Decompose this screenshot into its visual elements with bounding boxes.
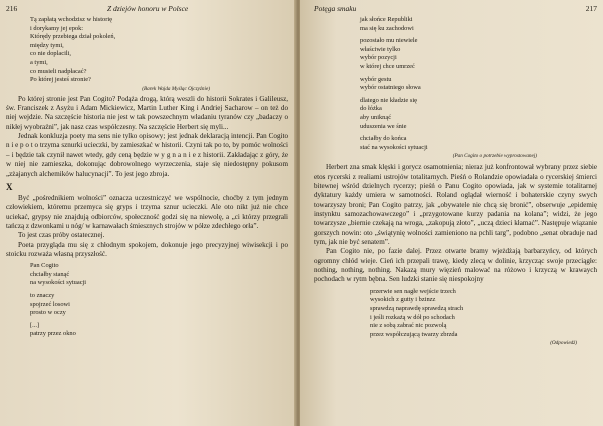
verse-line: Tą zapłatą wchodzisz w historię (30, 16, 112, 23)
paragraph: Pan Cogito nie, po fazie dalej. Przez otwarte bramy wjeżdżają barbarzyńcy, od których ogromny chłód wieje. Cień ich przepali trawę, kiedy zlecą w dolinie, krzycząc swoje przeciągłe: nothing, nothing, nothing. Nakazą mury więzień malować na różowo i krzyczą w krawaych pochodach w rytm bębna. Sen ludzki stanie się niespokojny (314, 247, 597, 284)
paragraph: Jednak konkluzja poety ma sens nie tylko opisowy; jest jednak deklaracją intencji. Pan Cogito n i e p o t o trzyma sznurki ucieczki, by zamieszkać w historii. Czyni tak po to, by pomóc wolności – i będzie tak czynił nawet wtedy, gdy ceną będzie w y g n a n i e z historii. Zakładając z góry, że w niej nie zamieszka, dokonując dobrowolnego wyrzeczenia, staje się niedostępny pokusom „zżajanych alchemików halucynacji”. To jest jego zbroja. (6, 132, 288, 178)
paragraph: Po której stronie jest Pan Cogito? Podąża drogą, którą weszli do historii Sokrates i Galileusz, św. Franciszek z Asyżu i Adam Mickiewicz, Martin Luther King i Andriej Sacharow – on też do niej wejdzie. Na szczęście historia nie jest w tak powszechnym władaniu tyranów czy „badaczy o nikłej wyobraźni”, jak nasz czas współczesny. Na szczęście Herbert się myli... (6, 94, 288, 131)
left-page-number: 216 (6, 4, 18, 13)
verse-line: chciałby do końca (360, 135, 407, 143)
right-verse-caption: (Pan Cogito o potrzebie wyprostowanej) (452, 153, 537, 160)
right-verse-caption-2: (Odpowiedź) (550, 340, 577, 347)
verse-line: przez współczującą twarzy zbrzda (370, 330, 458, 338)
verse-line: wybór pozycji (360, 54, 397, 62)
verse-line: pozostało mu niewiele (360, 37, 418, 45)
right-page-number: 217 (585, 4, 597, 13)
verse-line: spojrzeć losowi (30, 300, 70, 308)
paragraph: Poeta przygląda mu się z chłodnym spokojem, dokonuje jego precyzyjnej wiwisekcji i po stoicku rozważa własną przyszłość. (6, 240, 288, 258)
right-page (300, 0, 603, 426)
left-verse-quote-2 (30, 262, 288, 339)
section-number: X (6, 181, 13, 192)
verse-line: co musieli nadpłacać? (30, 67, 87, 75)
verse-line: przerwie sen nagłe wejście trzech (370, 287, 456, 295)
verse-line: i dorykamy jej epok: (30, 24, 84, 32)
verse-line: chciałby stanąć (30, 270, 70, 278)
verse-line: [...] (30, 321, 40, 329)
verse-line: i jeśli rozkażą w dół po schodach (370, 313, 455, 321)
verse-line: Którędy przebiega dział pokoleń, (30, 33, 116, 41)
verse-line: Pan Cogito (30, 262, 59, 270)
verse-line: co nie doplacili, (30, 50, 71, 58)
left-prose-block-2 (6, 194, 288, 259)
verse-line: patrzy przez okno (30, 330, 76, 338)
left-prose-block-1 (6, 95, 288, 179)
verse-line: dlatego nie kładzie się (360, 96, 417, 104)
right-verse-quote (360, 16, 597, 152)
right-running-title: Potęga smaku (314, 4, 357, 13)
right-verse-quote-2 (370, 288, 597, 340)
verse-line: a tymi, (30, 58, 48, 66)
verse-line: sprawdzą naprawdę sprawdzą strach (370, 304, 464, 312)
verse-line: nie z sobą zabrać nic pozwolą (370, 322, 447, 330)
right-prose-block (314, 163, 597, 284)
paragraph: Być „pośrednikiem wolności” oznacza uczestniczyć we wspólnocie, choćby z tym jednym człowiekiem, któremu przemyca się gryps i trzyma sznur ucieczki. Ale oto nikt już nie chce uciekać, grypsy nie znajdują odbiorców, społeczność godzi się na niewolę, a „ci którzy przegrali tańczą z dzwonkami u nóg/ w karnawałach śmiesznych strojów w półze zdechłego orła”. (6, 193, 288, 230)
verse-line: w której chce umrzeć (360, 62, 415, 70)
verse-line: Po której jesteś stronie? (30, 76, 91, 84)
paragraph: Herbert zna smak klęski i gorycz osamotnienia; nieraz już konfrontował wybrany przez siebie etos rycerski z realiami ustrojów totalitarnych. Pieśń o Rolandzie opowiadała o rycerskiej śmierci bitewnej wśród dzielnych rycerzy; pieśń o Panu Cogito opowiada, jak w systemie totalitarnej dyktatury każdy umiera w samotności. Roland oglądał wierność i bohaterskie czyny swych towarzyszy broni; Pan Cogito patrzy, jak „obywatele nie chcą się bronić”, obserwuje „epidemię instynktu samozachowawczego” i „przygotowane kurzy padania na kolana”; widzi, że jego towarzysze „biernie czekają na wroga, „zakopują złoto”, „uczą dzieci kłamać”. Następuje wiązanie gorszych nowin: oto „świątynię wolności zamieniono na pchli targ”, podobno „senat obraduje nad tym, jak nie być senatem”. (314, 163, 597, 247)
left-verse-caption: (Barek Wajda Myśląc Ojczyźnie) (142, 85, 210, 92)
right-header (314, 3, 597, 14)
verse-line: do łóżka (360, 105, 382, 113)
left-running-title: Z dziejów honoru w Polsce (106, 4, 189, 13)
verse-line: ma się ku zachodowi (360, 24, 414, 32)
left-page (0, 0, 296, 426)
verse-line: wybór ostatniego słowa (360, 84, 421, 92)
verse-line: między tymi, (30, 41, 64, 49)
verse-line: na wysokości sytuacji (30, 279, 87, 287)
paragraph: To jest czas próby ostatecznej. (18, 231, 105, 240)
verse-line: aby uniknąć (360, 113, 392, 121)
verse-line: jak słońce Republiki (360, 16, 413, 23)
verse-line: to znaczy (30, 292, 55, 300)
verse-line: wybór gestu (360, 75, 392, 83)
left-verse-quote (30, 16, 288, 85)
verse-line: prosto w oczy (30, 309, 66, 317)
verse-line: stać na wysokości sytuacji (360, 143, 428, 151)
verse-line: uduszenia we śnie (360, 122, 407, 130)
verse-line: wysokich z gutty i bzinzz (370, 296, 436, 304)
left-header (6, 3, 288, 14)
verse-line: właściwie tylko (360, 45, 401, 53)
